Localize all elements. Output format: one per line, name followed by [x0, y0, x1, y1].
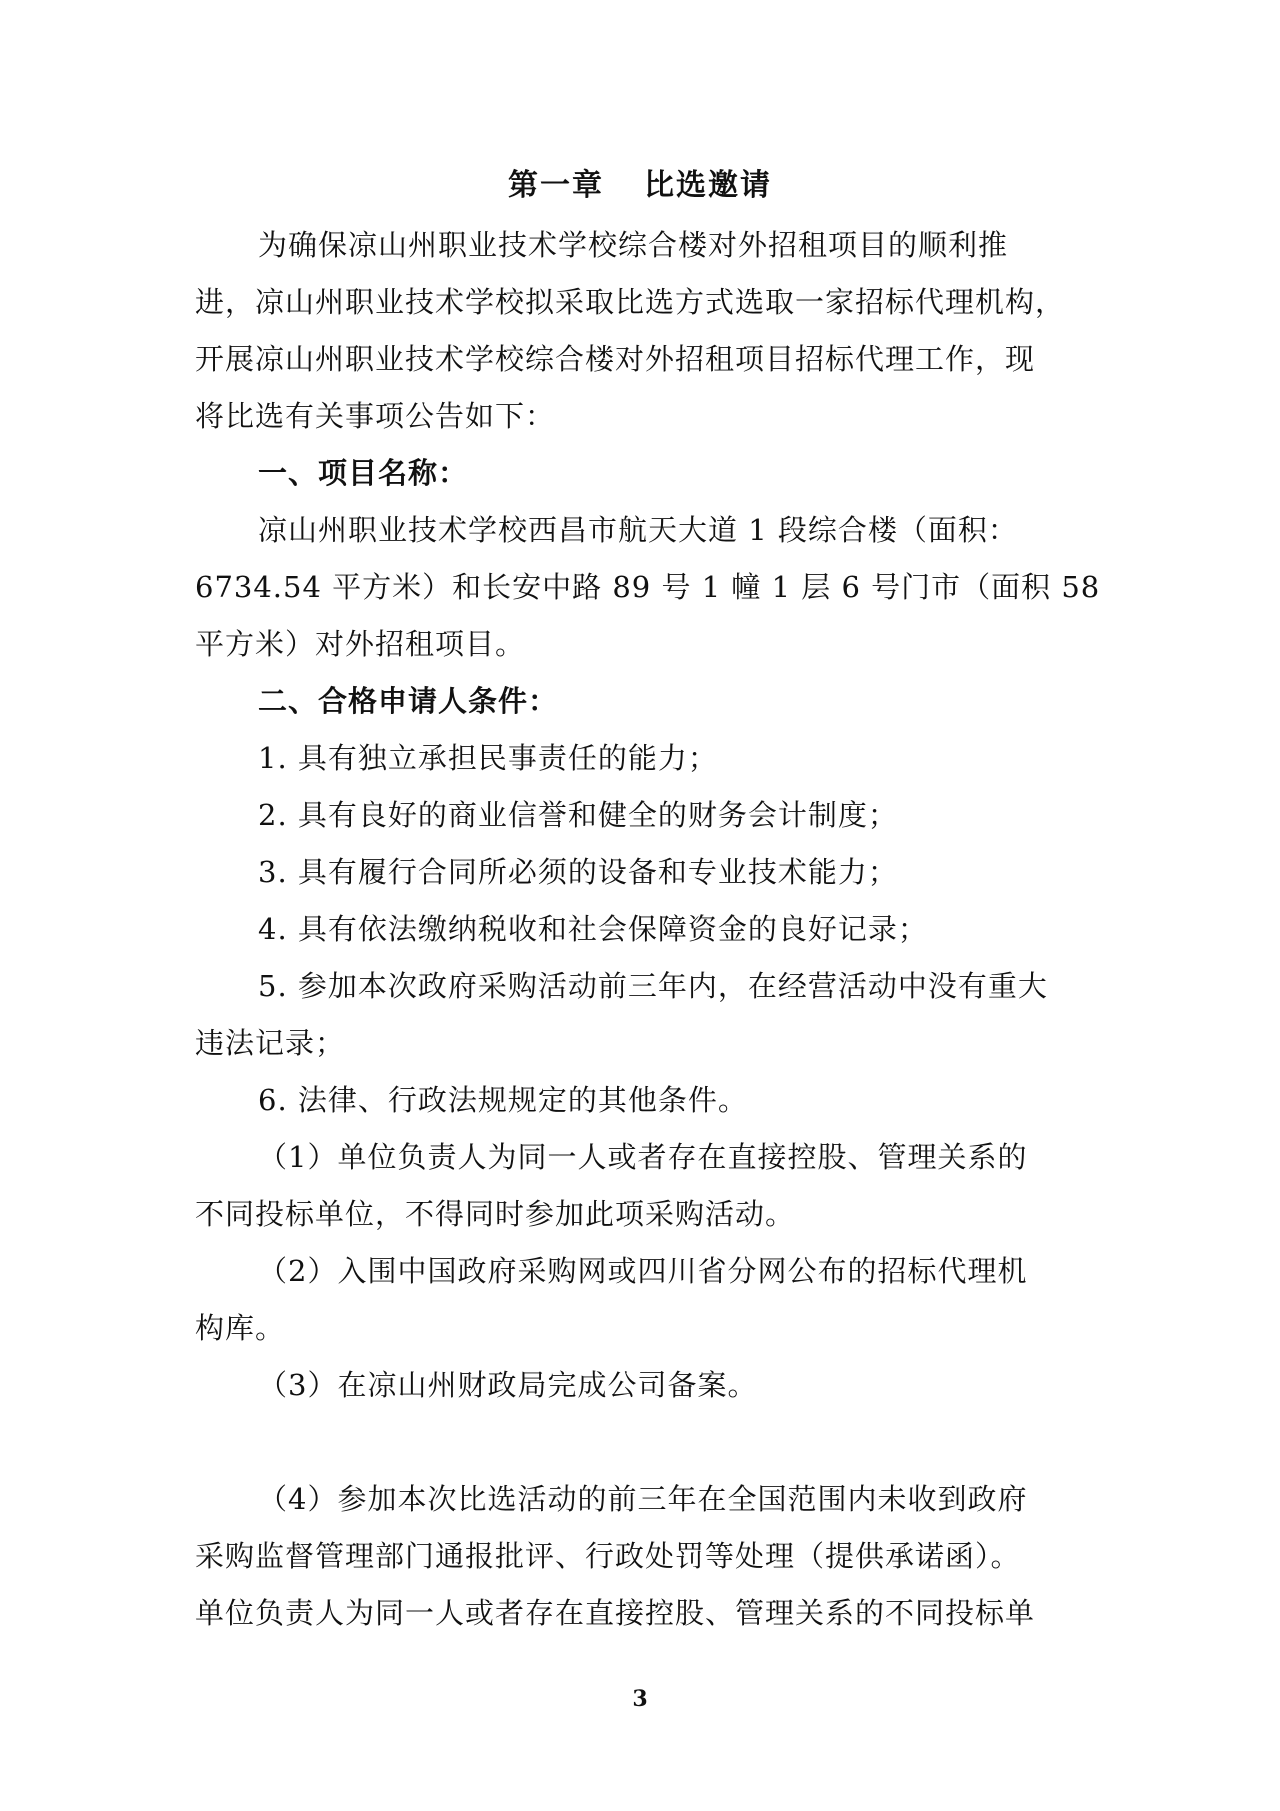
requirement-item-2: 2. 具有良好的商业信誉和健全的财务会计制度； — [258, 798, 898, 832]
sub-item-1-line-2: 不同投标单位，不得同时参加此项采购活动。 — [195, 1197, 796, 1231]
requirement-item-5-line-2: 违法记录； — [195, 1026, 346, 1060]
section-1-heading: 一、项目名称： — [258, 456, 469, 490]
intro-line-1: 为确保凉山州职业技术学校综合楼对外招租项目的顺利推 — [258, 228, 1009, 262]
chapter-number: 第一章 — [508, 168, 604, 203]
sub-item-2-line-1: （2）入围中国政府采购网或四川省分网公布的招标代理机 — [258, 1254, 1028, 1288]
chapter-title — [0, 160, 1280, 204]
sub-item-3: （3）在凉山州财政局完成公司备案。 — [258, 1368, 758, 1402]
requirement-item-6: 6. 法律、行政法规规定的其他条件。 — [258, 1083, 748, 1117]
sub-item-1-line-1: （1）单位负责人为同一人或者存在直接控股、管理关系的 — [258, 1140, 1028, 1174]
sub-item-4-line-1: （4）参加本次比选活动的前三年在全国范围内未收到政府 — [258, 1482, 1028, 1516]
requirement-item-4: 4. 具有依法缴纳税收和社会保障资金的良好记录； — [258, 912, 928, 946]
sub-item-4-line-2: 采购监督管理部门通报批评、行政处罚等处理（提供承诺函）。 — [195, 1539, 1021, 1573]
intro-line-2: 进，凉山州职业技术学校拟采取比选方式选取一家招标代理机构， — [195, 285, 1066, 319]
section-2-heading: 二、合格申请人条件： — [258, 684, 559, 718]
requirement-item-1: 1. 具有独立承担民事责任的能力； — [258, 741, 718, 775]
sub-item-2-line-2: 构库。 — [195, 1311, 286, 1345]
requirement-item-3: 3. 具有履行合同所必须的设备和专业技术能力； — [258, 855, 898, 889]
chapter-name: 比选邀请 — [644, 168, 772, 203]
sub-item-4-line-3: 单位负责人为同一人或者存在直接控股、管理关系的不同投标单 — [195, 1596, 1036, 1630]
section-1-line-3: 平方米）对外招租项目。 — [195, 627, 526, 661]
intro-line-4: 将比选有关事项公告如下： — [195, 399, 556, 433]
section-1-line-2: 6734.54 平方米）和长安中路 89 号 1 幢 1 层 6 号门市（面积 58 — [195, 570, 1101, 604]
requirement-item-5-line-1: 5. 参加本次政府采购活动前三年内，在经营活动中没有重大 — [258, 969, 1048, 1003]
intro-line-3: 开展凉山州职业技术学校综合楼对外招租项目招标代理工作，现 — [195, 342, 1036, 376]
section-1-line-1: 凉山州职业技术学校西昌市航天大道 1 段综合楼（面积： — [258, 513, 1018, 547]
page-number: 3 — [632, 1686, 648, 1712]
